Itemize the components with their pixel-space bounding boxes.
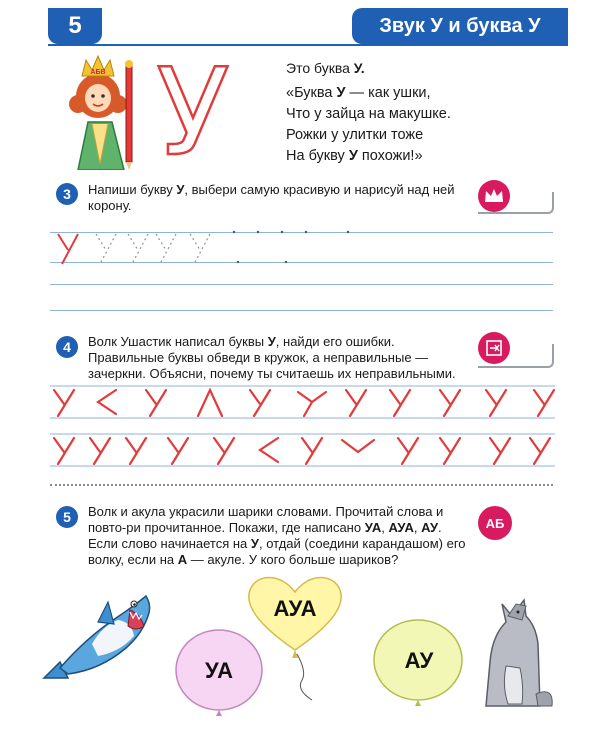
writing-line [50,284,553,285]
balloon-string [292,652,332,702]
section-separator [50,484,553,486]
page-title: Звук У и буква У [352,8,568,44]
poem-line: «Буква У — как ушки, [286,85,431,101]
svg-text:АБ: АБ [485,516,505,531]
shark-illustration [38,582,168,692]
wolf-letters-grid [50,382,555,472]
poem-line: Рожки у улитки тоже [286,127,424,143]
balloon-ua-label: УА [205,658,233,683]
task-4-frame [478,344,554,368]
alphabet-icon [478,506,512,540]
crown-sign-logo: АБВ [90,69,106,76]
task-3-number: 3 [56,183,78,205]
task-5-number: 5 [56,506,78,528]
svg-text:У: У [156,54,230,166]
task-3-frame [478,192,554,214]
poem-line: На букву У похожи!» [286,148,423,164]
task-3-text: Напиши букву У, выбери самую красивую и нарисуй над ней корону. [88,182,455,213]
balloon-au-label: АУ [404,648,434,673]
task-4-number: 4 [56,336,78,358]
writing-line [50,310,553,311]
poem-line: Что у зайца на макушке. [286,106,451,122]
intro-poem [286,83,506,167]
task-4-text: Волк Ушастик написал буквы У, найди его ошибки. Правильные буквы обведи в кружок, а неправильные — зачеркни. Объясни, почему ты считаешь их неправильными. [88,334,456,381]
page-number-badge: 5 [48,8,102,44]
wolf-illustration [466,586,558,712]
big-letter-u [148,54,238,166]
balloon-aua-label: АУА [273,596,317,621]
header-divider [48,44,568,46]
task-5-text: Волк и акула украсили шарики словами. Прочитай слова и повто-ри прочитанное. Покажи, где написано УА, АУА, АУ. Если слово начинается на У, отдай (соедини карандашом) его волку, если на А — акуле. У кого больше шариков? [88,504,466,567]
intro-caption: Это буква У. [286,60,365,76]
tracing-letters [50,226,370,270]
queen-girl-illustration [58,52,142,170]
